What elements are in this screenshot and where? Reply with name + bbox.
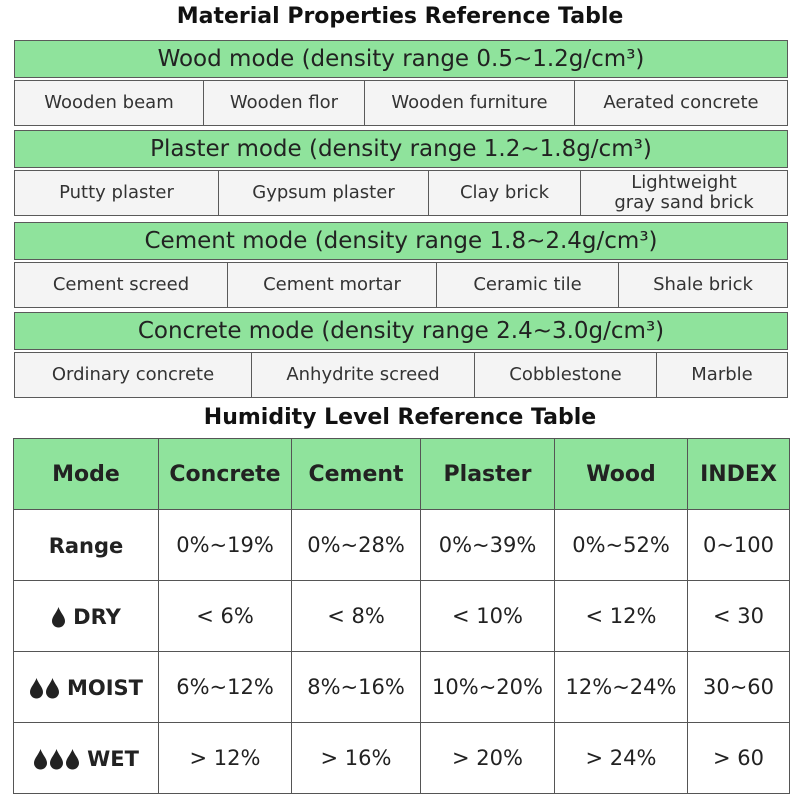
table-cell: > 12% bbox=[159, 723, 292, 794]
table-cell: 30~60 bbox=[688, 652, 790, 723]
table-cell: 0%~52% bbox=[555, 510, 688, 581]
table-cell: 10%~20% bbox=[421, 652, 555, 723]
table-cell: 8%~16% bbox=[292, 652, 421, 723]
material-item: Clay brick bbox=[428, 171, 580, 215]
material-item: Cement mortar bbox=[227, 263, 436, 307]
water-drop-icon bbox=[29, 678, 44, 699]
material-table-title: Material Properties Reference Table bbox=[176, 4, 624, 29]
material-item: Cobblestone bbox=[474, 353, 656, 397]
row-label bbox=[14, 510, 159, 581]
row-label-text: Range bbox=[48, 533, 124, 558]
table-cell: < 8% bbox=[292, 581, 421, 652]
material-item: Cement screed bbox=[52, 274, 190, 295]
material-item: Gypsum plaster bbox=[218, 171, 428, 215]
header-cell: Plaster bbox=[421, 439, 555, 510]
material-item: Aerated concrete bbox=[574, 81, 787, 125]
humidity-header-row bbox=[14, 439, 790, 510]
material-item: Ordinary concrete bbox=[51, 364, 215, 385]
material-item: Shale brick bbox=[618, 263, 787, 307]
row-label bbox=[14, 581, 159, 652]
table-row bbox=[14, 723, 790, 794]
water-drop-icon bbox=[65, 749, 80, 770]
material-item: Wooden flor bbox=[203, 81, 364, 125]
header-cell: Concrete bbox=[159, 439, 292, 510]
wood-mode-group bbox=[14, 40, 788, 126]
header-cell: Mode bbox=[14, 439, 159, 510]
table-cell: 0%~28% bbox=[292, 510, 421, 581]
cement-mode-group bbox=[14, 222, 788, 308]
plaster-mode-items bbox=[14, 170, 788, 216]
cement-mode-items bbox=[14, 262, 788, 308]
table-cell: > 60 bbox=[688, 723, 790, 794]
table-cell: < 6% bbox=[159, 581, 292, 652]
water-drop-icon bbox=[45, 678, 60, 699]
humidity-table bbox=[13, 438, 790, 794]
water-drop-icon bbox=[33, 749, 48, 770]
plaster-mode-group bbox=[14, 130, 788, 216]
drop-icons bbox=[33, 747, 81, 771]
water-drop-icon bbox=[49, 749, 64, 770]
wood-mode-items bbox=[14, 80, 788, 126]
table-row bbox=[14, 652, 790, 723]
wood-mode-header: Wood mode (density range 0.5~1.2g/cm³) bbox=[14, 40, 788, 78]
row-label-text: WET bbox=[87, 746, 139, 771]
table-cell: 0%~39% bbox=[421, 510, 555, 581]
header-cell: INDEX bbox=[688, 439, 790, 510]
material-item: Wooden beam bbox=[44, 92, 174, 113]
drop-icons bbox=[29, 676, 61, 700]
row-label-text: DRY bbox=[73, 604, 121, 629]
table-cell: 0%~19% bbox=[159, 510, 292, 581]
material-item: Lightweight gray sand brick bbox=[580, 171, 787, 215]
table-cell: < 10% bbox=[421, 581, 555, 652]
table-cell: 6%~12% bbox=[159, 652, 292, 723]
table-cell: 12%~24% bbox=[555, 652, 688, 723]
humidity-table-title: Humidity Level Reference Table bbox=[203, 405, 597, 430]
table-row bbox=[14, 581, 790, 652]
material-item: Wooden furniture bbox=[364, 81, 574, 125]
table-cell: 0~100 bbox=[688, 510, 790, 581]
material-item: Anhydrite screed bbox=[251, 353, 474, 397]
concrete-mode-group bbox=[14, 312, 788, 398]
row-label bbox=[14, 652, 159, 723]
row-label bbox=[14, 723, 159, 794]
concrete-mode-header: Concrete mode (density range 2.4~3.0g/cm³) bbox=[14, 312, 788, 350]
concrete-mode-items bbox=[14, 352, 788, 398]
material-item: Putty plaster bbox=[59, 182, 174, 203]
row-label-text: MOIST bbox=[66, 675, 143, 700]
plaster-mode-header: Plaster mode (density range 1.2~1.8g/cm³) bbox=[14, 130, 788, 168]
table-row bbox=[14, 510, 790, 581]
table-cell: < 12% bbox=[555, 581, 688, 652]
header-cell: Cement bbox=[292, 439, 421, 510]
material-item: Marble bbox=[656, 353, 787, 397]
water-drop-icon bbox=[51, 607, 66, 628]
table-cell: > 16% bbox=[292, 723, 421, 794]
header-cell: Wood bbox=[555, 439, 688, 510]
material-item: Ceramic tile bbox=[436, 263, 618, 307]
table-cell: < 30 bbox=[688, 581, 790, 652]
drop-icons bbox=[51, 605, 67, 629]
table-cell: > 20% bbox=[421, 723, 555, 794]
table-cell: > 24% bbox=[555, 723, 688, 794]
cement-mode-header: Cement mode (density range 1.8~2.4g/cm³) bbox=[14, 222, 788, 260]
